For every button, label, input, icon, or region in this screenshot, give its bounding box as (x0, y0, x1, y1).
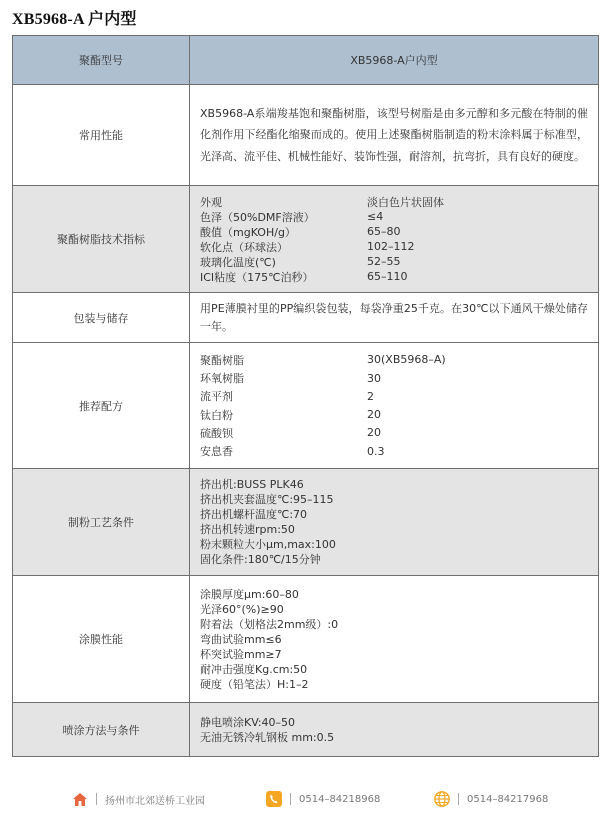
formula-item: 硫酸钡 20 (200, 426, 381, 440)
spraying-item: 静电喷涂KV:40–50 (200, 715, 296, 729)
formula-item: 聚酯树脂 30(XB5968–A) (200, 353, 446, 367)
row-label: 涂膜性能 (13, 576, 190, 703)
table-row-performance (13, 85, 599, 186)
row-label: 制粉工艺条件 (13, 469, 190, 576)
row-label: 推荐配方 (13, 343, 190, 469)
coating-item: 耐冲击强度Kg.cm:50 (200, 662, 308, 676)
phone-text: 0514–84218968 (299, 793, 381, 805)
process-item: 挤出机夹套温度℃:95–115 (200, 493, 334, 506)
spec-list (190, 194, 598, 284)
spec-table (12, 35, 599, 757)
formula-item: 钛白粉 20 (200, 408, 381, 422)
header-value: XB5968-A户内型 (190, 36, 599, 85)
globe-icon (434, 791, 450, 807)
table-header-row (13, 36, 599, 85)
process-item: 粉末颗粒大小μm,max:100 (200, 538, 336, 551)
spec-item: 玻璃化温度(℃) 52–55 (200, 255, 401, 269)
coating-item: 弯曲试验mm≤6 (200, 632, 282, 646)
spec-item: 外观 淡白色片状固体 (200, 195, 444, 209)
formula-item: 流平剂 2 (200, 389, 374, 404)
table-row-formula (13, 343, 599, 469)
process-item: 挤出机:BUSS PLK46 (200, 478, 304, 491)
footer-phone (266, 791, 380, 807)
process-item: 固化条件:180℃/15分钟 (200, 553, 321, 566)
table-row-packaging (13, 293, 599, 343)
footer-address (72, 791, 205, 807)
page-title: XB5968-A 户内型 (12, 11, 137, 28)
row-label: 喷涂方法与条件 (13, 703, 190, 757)
formula-item: 环氧树脂 30 (200, 371, 381, 386)
row-label: 常用性能 (13, 85, 190, 186)
home-icon (72, 791, 88, 807)
table-row-coating (13, 576, 599, 703)
coating-item: 光泽60°(%)≥90 (200, 602, 284, 616)
spec-item: 色泽（50%DMF溶液） ≤4 (200, 210, 384, 224)
formula-list (190, 351, 598, 461)
coating-list (190, 587, 598, 692)
footer (0, 784, 606, 814)
spec-item: 软化点（环球法） 102–112 (200, 240, 415, 254)
spraying-list (190, 715, 598, 745)
phone-icon (266, 791, 282, 807)
fax-text: 0514–84217968 (467, 793, 549, 805)
coating-item: 附着法（划格法2mm级）:0 (200, 617, 339, 631)
spec-item: ICI粘度（175℃泊秒） 65–110 (200, 270, 408, 284)
spec-item: 酸值（mgKOH/g） 65–80 (200, 225, 401, 239)
table-row-process (13, 469, 599, 576)
table-row-spraying (13, 703, 599, 757)
process-list (190, 477, 598, 567)
footer-fax (434, 791, 548, 807)
row-label: 包装与储存 (13, 293, 190, 343)
process-item: 挤出机转速rpm:50 (200, 523, 295, 536)
coating-item: 涂膜厚度μm:60–80 (200, 587, 299, 601)
coating-item: 硬度（铅笔法）H:1–2 (200, 677, 309, 691)
packaging-text: 用PE薄膜衬里的PP编织袋包装，每袋净重25千克。在30℃以下通风干燥处储存一年。 (200, 301, 588, 333)
row-label: 聚酯树脂技术指标 (13, 186, 190, 293)
performance-text: XB5968-A系端羧基饱和聚酯树脂，该型号树脂是由多元醇和多元酸在特制的催化剂作用下经酯化缩聚而成的。使用上述聚酯树脂制造的粉末涂料属于标准型，光泽高、流平佳、机械性能好、装饰性强，耐溶剂，抗弯折，具有良好的硬度。 (200, 106, 588, 163)
header-label: 聚酯型号 (13, 36, 190, 85)
table-row-specs (13, 186, 599, 293)
process-item: 挤出机螺杆温度℃:70 (200, 508, 308, 521)
formula-item: 安息香 0.3 (200, 444, 385, 459)
spraying-item: 无油无锈冷轧钢板 mm:0.5 (200, 730, 335, 744)
address-text: 扬州市北郊送桥工业园 (105, 795, 205, 807)
coating-item: 杯突试验mm≥7 (200, 647, 282, 661)
